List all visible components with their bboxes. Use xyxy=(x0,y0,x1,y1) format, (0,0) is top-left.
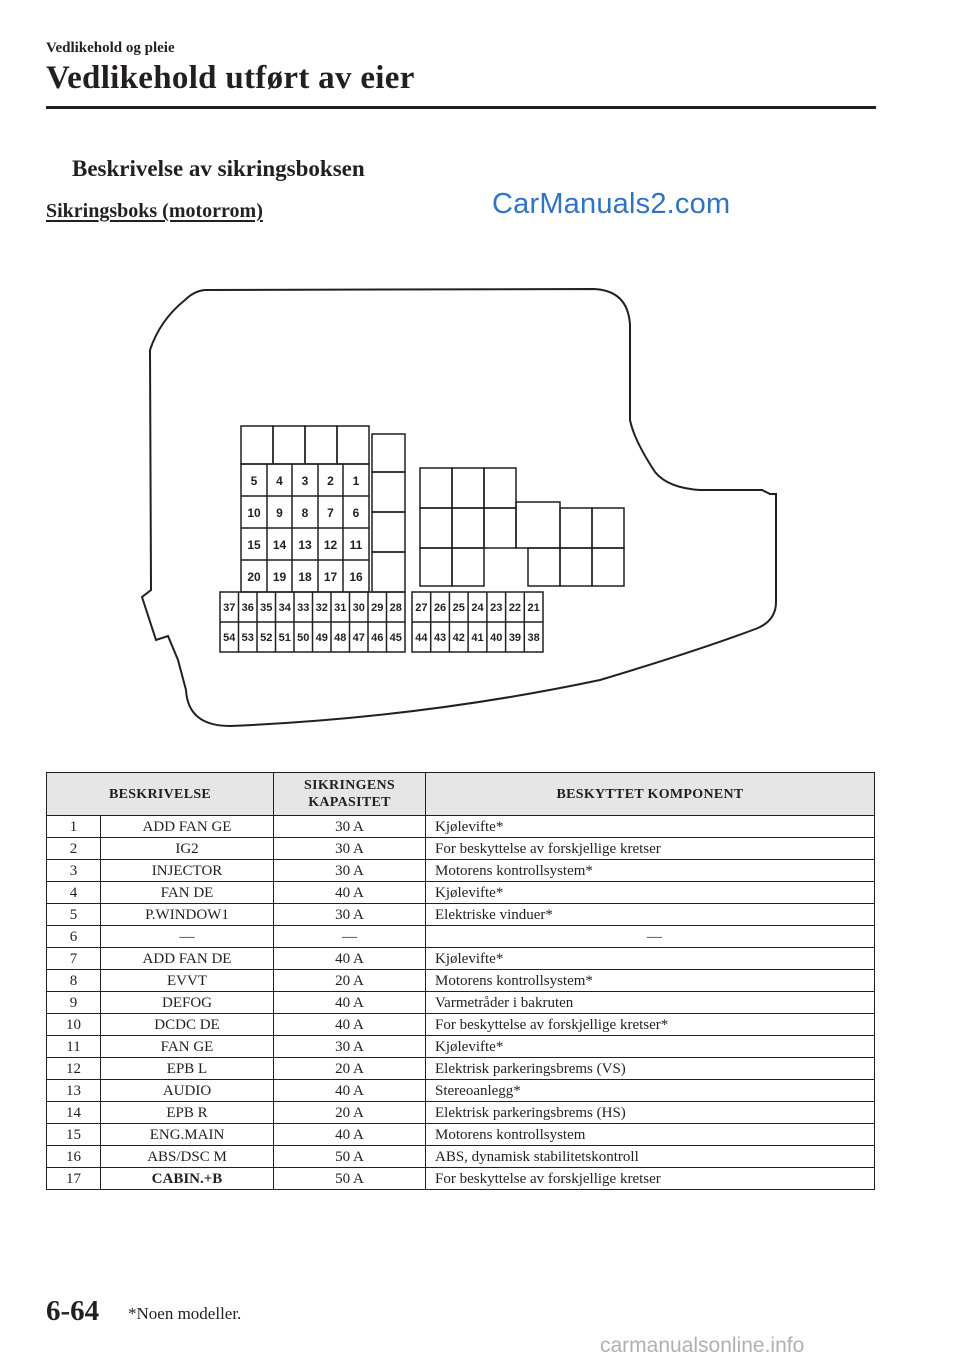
table-row xyxy=(47,992,875,1014)
fuse-number-label: 21 xyxy=(527,602,540,614)
fuse-capacity-cell: 40 A xyxy=(274,882,426,904)
fuse-component-cell: Elektrisk parkeringsbrems (VS) xyxy=(426,1058,875,1080)
fuse-capacity-cell: 20 A xyxy=(274,1058,426,1080)
table-row xyxy=(47,904,875,926)
fuse-number-label: 15 xyxy=(247,538,261,552)
fuse-number-label: 12 xyxy=(323,538,338,552)
fuse-component-cell: For beskyttelse av forskjellige kretser xyxy=(426,1168,875,1190)
fuse-number-labels xyxy=(223,474,540,644)
fuse-description-cell: FAN GE xyxy=(101,1036,274,1058)
fuse-number-label: 41 xyxy=(471,632,484,644)
table-row xyxy=(47,816,875,838)
fuse-component-cell: — xyxy=(426,926,875,948)
fuse-capacity-cell: 30 A xyxy=(274,860,426,882)
fuse-description-cell: DCDC DE xyxy=(101,1014,274,1036)
chapter-title: Vedlikehold utført av eier xyxy=(46,60,415,96)
fuse-number-label: 11 xyxy=(349,538,363,552)
table-row xyxy=(47,1036,875,1058)
fuse-number-label: 39 xyxy=(508,632,522,644)
page-number: 6-64 xyxy=(46,1295,100,1327)
fuse-number-label: 4 xyxy=(276,474,283,488)
fuse-component-cell: Kjølevifte* xyxy=(426,948,875,970)
fuse-number-label: 37 xyxy=(223,602,236,614)
fuse-component-cell: Kjølevifte* xyxy=(426,816,875,838)
fuse-description-cell: DEFOG xyxy=(101,992,274,1014)
fuse-number-cell: 13 xyxy=(47,1080,101,1102)
fuse-number-cell: 8 xyxy=(47,970,101,992)
table-row xyxy=(47,1014,875,1036)
table-row xyxy=(47,970,875,992)
sub-title: Sikringsboks (motorrom) xyxy=(46,200,263,222)
fuse-number-label: 5 xyxy=(250,474,258,488)
fuse-number-label: 22 xyxy=(508,602,522,614)
fuse-capacity-cell: 20 A xyxy=(274,970,426,992)
table-row xyxy=(47,882,875,904)
fuse-description-cell: — xyxy=(101,926,274,948)
table-row xyxy=(47,926,875,948)
fuse-capacity-cell: 20 A xyxy=(274,1102,426,1124)
fuse-number-label: 16 xyxy=(349,570,363,584)
fuse-capacity-cell: 50 A xyxy=(274,1168,426,1190)
fuse-component-cell: Elektriske vinduer* xyxy=(426,904,875,926)
fuse-table-body xyxy=(47,816,875,1190)
fuse-component-cell: Elektrisk parkeringsbrems (HS) xyxy=(426,1102,875,1124)
table-row xyxy=(47,1146,875,1168)
fuse-number-cell: 6 xyxy=(47,926,101,948)
fuse-number-label: 27 xyxy=(415,602,428,614)
footer-watermark: carmanualsonline.info xyxy=(600,1334,805,1357)
fuse-number-label: 19 xyxy=(272,570,287,584)
fuse-capacity-cell: — xyxy=(274,926,426,948)
fuse-number-label: 18 xyxy=(298,570,312,584)
fuse-number-label: 48 xyxy=(334,632,347,644)
fuse-number-label: 36 xyxy=(241,602,254,614)
fuse-number-cell: 3 xyxy=(47,860,101,882)
fuse-number-label: 29 xyxy=(371,602,384,614)
fuse-number-cell: 11 xyxy=(47,1036,101,1058)
fuse-capacity-cell: 30 A xyxy=(274,816,426,838)
header-component: BESKYTTET KOMPONENT xyxy=(426,773,875,816)
fuse-number-label: 32 xyxy=(315,602,328,614)
fuse-capacity-cell: 40 A xyxy=(274,992,426,1014)
header-description: BESKRIVELSE xyxy=(47,773,274,816)
fuse-component-cell: Stereoanlegg* xyxy=(426,1080,875,1102)
fuse-component-cell: Kjølevifte* xyxy=(426,882,875,904)
fuse-number-cell: 12 xyxy=(47,1058,101,1080)
table-row xyxy=(47,860,875,882)
fuse-capacity-cell: 40 A xyxy=(274,1124,426,1146)
fuse-number-label: 9 xyxy=(276,506,283,520)
fuse-description-cell: ADD FAN DE xyxy=(101,948,274,970)
fuse-capacity-cell: 40 A xyxy=(274,948,426,970)
fuse-capacity-cell: 40 A xyxy=(274,1014,426,1036)
fuse-component-cell: Motorens kontrollsystem xyxy=(426,1124,875,1146)
fuse-number-label: 20 xyxy=(247,570,261,584)
fuse-number-label: 30 xyxy=(352,602,365,614)
fuse-capacity-cell: 50 A xyxy=(274,1146,426,1168)
section-label: Vedlikehold og pleie xyxy=(46,40,175,56)
fuse-description-cell: CABIN.+B xyxy=(101,1168,274,1190)
fuse-table xyxy=(46,772,875,1190)
table-row xyxy=(47,1168,875,1190)
fuse-component-cell: Varmetråder i bakruten xyxy=(426,992,875,1014)
fuse-number-label: 50 xyxy=(297,632,310,644)
fuse-number-cell: 17 xyxy=(47,1168,101,1190)
fuse-number-label: 3 xyxy=(301,474,309,488)
fuse-description-cell: ABS/DSC M xyxy=(101,1146,274,1168)
fuse-number-cell: 14 xyxy=(47,1102,101,1124)
fuse-number-label: 23 xyxy=(490,602,503,614)
fuse-component-cell: For beskyttelse av forskjellige kretser* xyxy=(426,1014,875,1036)
fuse-number-label: 49 xyxy=(315,632,328,644)
section-title: Beskrivelse av sikringsboksen xyxy=(72,156,365,181)
fuse-component-cell: For beskyttelse av forskjellige kretser xyxy=(426,838,875,860)
fuse-description-cell: EPB R xyxy=(101,1102,274,1124)
fuse-number-label: 31 xyxy=(334,602,347,614)
fuse-description-cell: ENG.MAIN xyxy=(101,1124,274,1146)
fuse-capacity-cell: 30 A xyxy=(274,1036,426,1058)
fuse-number-label: 24 xyxy=(471,602,484,614)
fuse-number-label: 51 xyxy=(278,632,291,644)
fuse-description-cell: IG2 xyxy=(101,838,274,860)
fuse-number-label: 33 xyxy=(297,602,310,614)
watermark-logo: CarManuals2.com xyxy=(492,188,731,220)
fuse-number-label: 52 xyxy=(260,632,273,644)
fuse-number-label: 10 xyxy=(247,506,261,520)
fuse-capacity-cell: 40 A xyxy=(274,1080,426,1102)
fuse-number-label: 2 xyxy=(327,474,334,488)
fuse-capacity-cell: 30 A xyxy=(274,904,426,926)
fuse-number-cell: 7 xyxy=(47,948,101,970)
table-row xyxy=(47,1080,875,1102)
fuse-number-label: 38 xyxy=(527,632,540,644)
fuse-number-cell: 15 xyxy=(47,1124,101,1146)
fuse-description-cell: ADD FAN GE xyxy=(101,816,274,838)
table-row xyxy=(47,948,875,970)
fuse-component-cell: Motorens kontrollsystem* xyxy=(426,860,875,882)
fuse-number-label: 7 xyxy=(327,506,334,520)
fuse-description-cell: AUDIO xyxy=(101,1080,274,1102)
fuse-description-cell: EVVT xyxy=(101,970,274,992)
footnote: *Noen modeller. xyxy=(128,1304,242,1323)
fuse-number-label: 13 xyxy=(298,538,312,552)
fuse-number-label: 14 xyxy=(272,538,287,552)
fuse-number-label: 17 xyxy=(323,570,338,584)
fuse-number-cell: 5 xyxy=(47,904,101,926)
fuse-number-label: 43 xyxy=(433,632,447,644)
fuse-number-cell: 4 xyxy=(47,882,101,904)
table-row xyxy=(47,838,875,860)
fuse-component-cell: Kjølevifte* xyxy=(426,1036,875,1058)
fuse-description-cell: FAN DE xyxy=(101,882,274,904)
fuse-number-cell: 16 xyxy=(47,1146,101,1168)
fuse-description-cell: EPB L xyxy=(101,1058,274,1080)
fuse-number-label: 45 xyxy=(389,632,402,644)
fuse-number-label: 25 xyxy=(452,602,465,614)
fuse-description-cell: P.WINDOW1 xyxy=(101,904,274,926)
fuse-capacity-cell: 30 A xyxy=(274,838,426,860)
fuse-description-cell: INJECTOR xyxy=(101,860,274,882)
fuse-number-label: 34 xyxy=(278,602,291,614)
fuse-number-label: 42 xyxy=(452,632,465,644)
fuse-number-cell: 2 xyxy=(47,838,101,860)
fuse-number-label: 8 xyxy=(301,506,309,520)
fuse-number-cell: 9 xyxy=(47,992,101,1014)
table-row xyxy=(47,1124,875,1146)
fuse-component-cell: ABS, dynamisk stabilitetskontroll xyxy=(426,1146,875,1168)
fuse-number-label: 46 xyxy=(371,632,384,644)
fuse-number-label: 28 xyxy=(389,602,402,614)
fuse-component-cell: Motorens kontrollsystem* xyxy=(426,970,875,992)
fuse-number-label: 26 xyxy=(433,602,447,614)
fuse-number-label: 35 xyxy=(260,602,273,614)
fuse-number-label: 54 xyxy=(223,632,236,644)
fuse-number-label: 47 xyxy=(352,632,365,644)
table-row xyxy=(47,1102,875,1124)
header-capacity: SIKRINGENS KAPASITET xyxy=(274,773,426,816)
fuse-number-label: 53 xyxy=(241,632,254,644)
fuse-number-label: 44 xyxy=(415,632,428,644)
fuse-number-cell: 10 xyxy=(47,1014,101,1036)
fuse-number-label: 6 xyxy=(352,506,360,520)
table-row xyxy=(47,1058,875,1080)
fuse-number-cell: 1 xyxy=(47,816,101,838)
fuse-number-label: 40 xyxy=(490,632,503,644)
fuse-number-label: 1 xyxy=(352,474,360,488)
